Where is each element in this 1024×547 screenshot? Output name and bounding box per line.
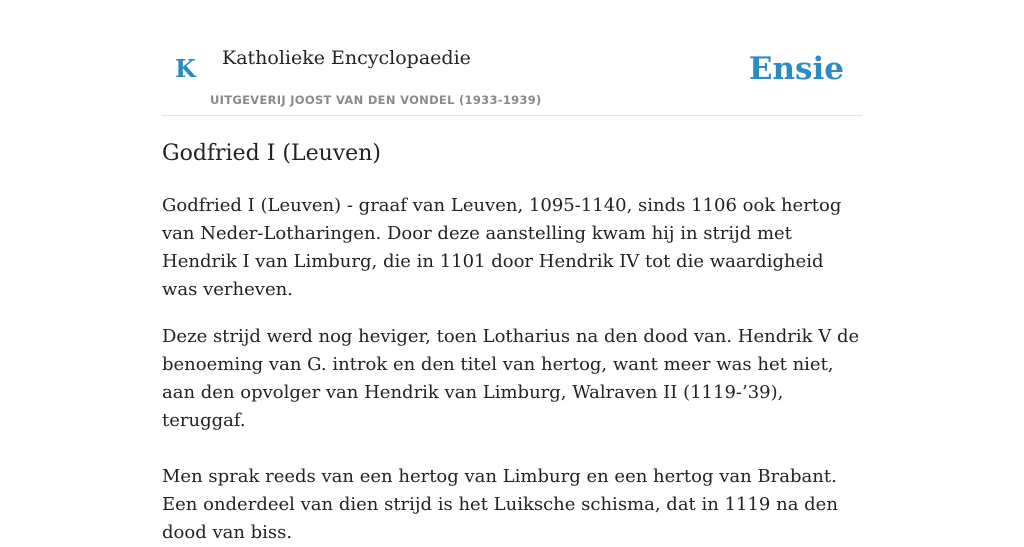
- ensie-logo-link[interactable]: Ensie: [748, 51, 844, 87]
- article-paragraph: Deze strijd werd nog heviger, toen Lotharius na den dood van. Hendrik V de benoeming van G. introk en den titel van hertog, want meer was het niet, aan den opvolger van Hendrik van Limburg, Walraven II (1119-’39), teruggaf.: [162, 326, 860, 431]
- publisher-label: UITGEVERIJ JOOST VAN DEN VONDEL (1933-1939): [210, 93, 542, 107]
- encyclopedia-title[interactable]: Katholieke Encyclopaedie: [222, 47, 471, 69]
- article-title: Godfried I (Leuven): [162, 141, 381, 166]
- article-body: [162, 192, 862, 547]
- article-paragraph: Men sprak reeds van een hertog van Limburg en een hertog van Brabant. Een onderdeel van dien strijd is het Luiksche schisma, dat in 1119 na den dood van biss.: [162, 466, 838, 543]
- page-header: [162, 40, 862, 116]
- article-paragraph: Godfried I (Leuven) - graaf van Leuven, 1095-1140, sinds 1106 ook hertog van Neder-Lotharingen. Door deze aanstelling kwam hij in strijd met Hendrik I van Limburg, die in 1101 door Hendrik IV tot die waardigheid was verheven.: [162, 195, 842, 300]
- encyclopedia-logo-icon[interactable]: K: [175, 54, 196, 83]
